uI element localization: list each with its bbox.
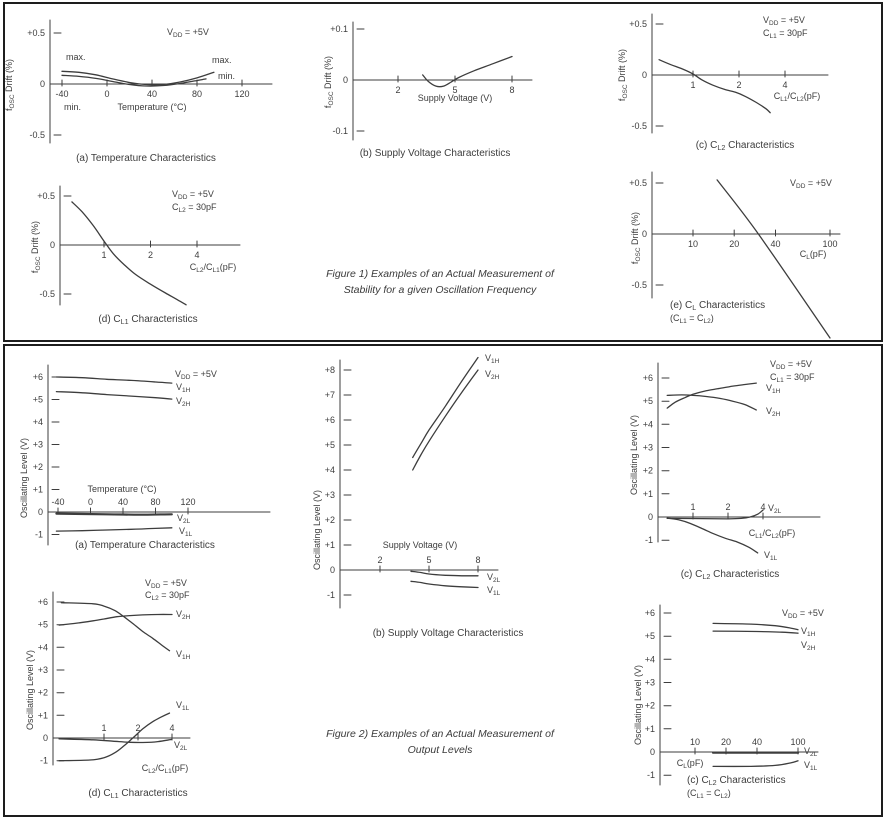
svg-text:(e) CL Characteristics: (e) $C_L$ Characteristics [670,300,766,312]
svg-text:2: 2 [725,502,731,512]
svg-text:V1H: $V_{1H}$ [485,353,500,365]
svg-text:+0.5: +0.5 [27,28,45,38]
svg-text:80: 80 [150,497,161,507]
svg-text:(b) Supply Voltage Characteris: (b) Supply Voltage Characteristics [372,628,524,639]
svg-text:max.: max. [212,55,232,65]
svg-text:(a) Temperature Characteristic: (a) Temperature Characteristics [76,153,216,164]
chart-fig2d [25,578,191,800]
svg-text:1: 1 [690,80,696,90]
svg-text:120: 120 [234,89,250,99]
svg-text:CL1 = 30pF: $C_{L1} = 30pF$ [770,372,815,384]
chart-fig1b [323,22,532,159]
svg-text:V1L: $V_{1L}$ [176,700,190,712]
svg-text:100: 100 [790,737,806,747]
svg-text:V1L: $V_{1L}$ [487,585,501,597]
svg-text:-40: -40 [55,89,69,99]
svg-text:+0.5: +0.5 [37,191,55,201]
svg-text:V1L: $V_{1L}$ [804,760,818,772]
svg-text:+6: +6 [642,373,653,383]
svg-text:Temperature (°C): Temperature (°C) [87,484,157,494]
svg-text:0: 0 [649,747,655,757]
svg-text:+1: +1 [32,484,43,495]
chart-fig1e [629,172,840,338]
svg-text:2: 2 [736,80,742,90]
svg-text:0: 0 [342,75,348,85]
svg-text:Oscillating Level (V): Oscillating Level (V) [312,489,322,571]
svg-text:fOSC Drift (%): $f_{OSC}$ Drift (%) [617,48,629,102]
svg-text:-0.5: -0.5 [29,130,45,140]
svg-text:V2L: $V_{2L}$ [768,503,782,515]
figure2-caption-line1: Figure 2) Examples of an Actual Measurement of [326,728,554,740]
svg-text:-0.5: -0.5 [631,280,647,290]
svg-text:20: 20 [720,737,732,747]
svg-text:5: 5 [426,555,432,565]
svg-text:2: 2 [135,723,141,733]
svg-text:+5: +5 [642,396,653,407]
svg-text:(c) CL2 Characteristics: (c) $C_{L2}$ Characteristics [680,569,780,581]
svg-text:+1: +1 [642,488,653,499]
svg-text:+5: +5 [644,631,655,642]
svg-text:CL(pF): $C_L(pF)$ [676,758,704,770]
svg-text:+3: +3 [644,677,655,688]
svg-text:CL2/CL1(pF): $C_{L2}/C_{L1}(pF)$ [141,763,189,775]
svg-text:(c) CL2 Characteristics: (c) $C_{L2}$ Characteristics [695,140,795,152]
svg-text:+0.5: +0.5 [629,178,647,188]
svg-text:VDD = +5V: $V_{DD} = +5V$ [770,359,812,371]
figure2-caption-line2: Output Levels [407,744,473,756]
svg-text:+5: +5 [37,619,48,630]
svg-text:fOSC Drift (%): $f_{OSC}$ Drift (%) [30,220,42,274]
svg-text:+0.1: +0.1 [330,24,348,34]
svg-text:20: 20 [729,239,740,249]
svg-text:(CL1 = CL2): $(C_{L1} = C_{L2})$ [670,313,714,325]
svg-text:V2H: $V_{2H}$ [176,609,191,621]
svg-text:0: 0 [37,507,43,517]
svg-text:5: 5 [452,85,458,95]
svg-text:100: 100 [822,239,838,249]
svg-text:+6: +6 [644,608,655,618]
svg-text:Supply Voltage (V): Supply Voltage (V) [382,540,458,550]
svg-text:CL1/CL2(pF): $C_{L1}/C_{L2}(pF)$ [748,528,796,540]
svg-text:+7: +7 [324,390,335,400]
svg-text:0: 0 [42,733,48,743]
svg-text:+6: +6 [324,415,335,425]
svg-text:fOSC Drift (%): $f_{OSC}$ Drift (%) [4,58,16,112]
chart-fig2c2 [633,605,824,800]
svg-text:-1: -1 [326,590,335,600]
svg-text:+2: +2 [37,687,48,698]
svg-text:+6: +6 [32,372,43,382]
svg-text:V2H: $V_{2H}$ [801,640,816,652]
svg-text:+4: +4 [32,417,43,427]
svg-text:+2: +2 [324,515,335,525]
svg-text:(d) CL1 Characteristics: (d) $C_{L1}$ Characteristics [88,788,188,800]
svg-text:CL1/CL2(pF): $C_{L1}/C_{L2}(pF)$ [773,91,821,103]
svg-text:4: 4 [782,80,788,90]
svg-text:+4: +4 [642,419,653,430]
svg-text:0: 0 [641,229,647,239]
chart-fig2a [19,365,270,551]
svg-text:0: 0 [39,79,45,89]
svg-text:0: 0 [329,565,335,575]
svg-text:Oscillating Level (V): Oscillating Level (V) [25,649,35,731]
svg-text:VDD = +5V: $V_{DD} = +5V$ [763,15,805,27]
svg-text:0: 0 [104,89,110,99]
svg-text:+1: +1 [324,540,335,550]
svg-text:0: 0 [87,497,94,507]
svg-text:(a) Temperature Characteristic: (a) Temperature Characteristics [75,540,215,551]
svg-text:V1L: $V_{1L}$ [179,526,193,538]
svg-text:-0.5: -0.5 [631,121,647,131]
svg-text:2: 2 [377,555,383,565]
svg-text:V1H: $V_{1H}$ [766,383,781,395]
svg-text:+4: +4 [37,642,48,653]
svg-text:max.: max. [66,52,86,62]
svg-text:+4: +4 [644,654,655,665]
chart-fig2b [312,353,523,639]
svg-text:10: 10 [687,239,699,249]
svg-text:2: 2 [395,85,401,95]
svg-text:+5: +5 [324,440,335,450]
svg-text:0: 0 [647,512,653,522]
svg-text:+6: +6 [37,597,48,607]
svg-text:40: 40 [146,89,158,99]
svg-text:1: 1 [101,723,107,733]
svg-text:40: 40 [117,497,129,507]
svg-text:VDD = +5V: $V_{DD} = +5V$ [145,578,187,590]
svg-text:VDD = +5V: $V_{DD} = +5V$ [167,27,209,39]
svg-text:CL1 = 30pF: $C_{L1} = 30pF$ [763,28,808,40]
svg-text:+5: +5 [32,394,43,405]
svg-text:+1: +1 [37,710,48,721]
svg-text:0: 0 [641,70,647,80]
svg-text:V2L: $V_{2L}$ [487,572,501,584]
svg-text:120: 120 [180,497,196,507]
svg-text:(c) CL2 Characteristics: (c) $C_{L2}$ Characteristics [687,775,786,787]
svg-text:+2: +2 [32,462,43,472]
svg-text:+0.5: +0.5 [629,19,647,29]
svg-text:(b) Supply Voltage Characteris: (b) Supply Voltage Characteristics [359,148,511,159]
svg-text:+2: +2 [642,465,653,476]
svg-text:VDD = +5V: $V_{DD} = +5V$ [782,608,824,620]
svg-text:Oscillating Level (V): Oscillating Level (V) [633,664,643,746]
svg-text:Temperature (°C): Temperature (°C) [117,102,187,112]
svg-text:V2H: $V_{2H}$ [485,369,500,381]
svg-text:4: 4 [169,723,175,733]
svg-text:+8: +8 [324,365,335,375]
svg-text:CL(pF): $C_L(pF)$ [799,249,827,261]
svg-text:V1H: $V_{1H}$ [176,382,191,394]
svg-text:8: 8 [509,85,515,95]
svg-text:-1: -1 [39,755,48,766]
svg-text:VDD = +5V: $V_{DD} = +5V$ [790,178,832,190]
svg-text:1: 1 [101,250,107,260]
svg-text:-0.1: -0.1 [332,126,348,136]
svg-text:fOSC Drift (%): $f_{OSC}$ Drift (%) [630,211,642,265]
svg-text:-1: -1 [34,529,43,540]
svg-text:V2H: $V_{2H}$ [176,396,191,408]
svg-text:V1H: $V_{1H}$ [176,649,191,661]
svg-text:8: 8 [475,555,481,565]
chart-fig1c [617,14,828,152]
svg-text:(d) CL1 Characteristics: (d) $C_{L1}$ Characteristics [98,314,198,326]
svg-text:CL2 = 30pF: $C_{L2} = 30pF$ [145,590,190,602]
svg-text:80: 80 [191,89,203,99]
svg-text:-0.5: -0.5 [39,289,55,299]
svg-text:+3: +3 [37,665,48,675]
svg-text:V2L: $V_{2L}$ [804,746,818,758]
svg-text:10: 10 [689,737,701,747]
svg-text:VDD = +5V: $V_{DD} = +5V$ [172,189,214,201]
svg-text:min.: min. [64,102,82,112]
svg-text:40: 40 [770,239,781,249]
svg-text:Oscillating Level (V): Oscillating Level (V) [19,437,29,519]
svg-text:V2L: $V_{2L}$ [177,513,191,525]
svg-text:+3: +3 [324,490,335,500]
svg-text:2: 2 [147,250,154,260]
svg-text:+4: +4 [324,465,335,475]
svg-text:V1L: $V_{1L}$ [764,550,778,562]
svg-text:CL2/CL1(pF): $C_{L2}/C_{L1}(pF)$ [189,262,237,274]
chart-fig1a [4,20,272,164]
svg-text:(CL1 = CL2): $(C_{L1} = C_{L2})$ [687,788,731,800]
svg-text:1: 1 [690,502,696,512]
svg-text:-1: -1 [644,535,653,546]
chart-fig1d [30,186,240,326]
svg-text:+3: +3 [642,442,653,453]
chart-fig2c [629,359,820,581]
svg-text:4: 4 [760,502,766,512]
svg-text:min.: min. [218,71,236,81]
figure1-caption-line2: Stability for a given Oscillation Frequency [343,284,537,296]
svg-text:0: 0 [49,240,55,250]
svg-text:CL2 = 30pF: $C_{L2} = 30pF$ [172,202,217,214]
svg-text:VDD = +5V: $V_{DD} = +5V$ [175,369,217,381]
svg-text:40: 40 [751,737,763,747]
svg-text:Supply Voltage (V): Supply Voltage (V) [417,93,493,103]
svg-text:-40: -40 [51,497,65,507]
svg-text:+3: +3 [32,439,43,450]
svg-text:V2H: $V_{2H}$ [766,406,781,418]
svg-text:4: 4 [194,250,200,260]
svg-text:fOSC Drift (%): $f_{OSC}$ Drift (%) [323,55,335,109]
svg-text:Oscillating Level (V): Oscillating Level (V) [629,414,639,496]
svg-text:-1: -1 [646,770,655,781]
svg-text:V2L: $V_{2L}$ [174,740,188,752]
svg-text:+2: +2 [644,700,655,711]
svg-text:V1H: $V_{1H}$ [801,626,816,638]
figure1-caption-line1: Figure 1) Examples of an Actual Measurement of [326,268,554,280]
svg-text:+1: +1 [644,723,655,734]
